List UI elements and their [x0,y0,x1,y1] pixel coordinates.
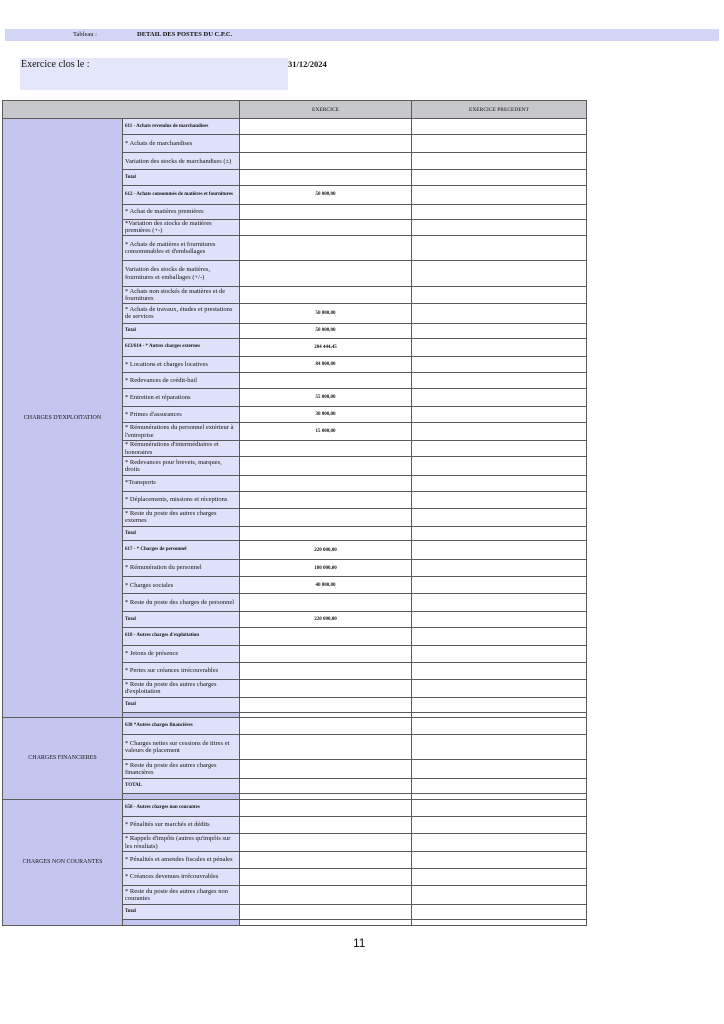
table-row [3,119,587,135]
row-value: 220 000,00 [240,612,412,627]
row-label: * Charges sociales [123,577,240,594]
row-label: Variation des stocks de matières, fournitures et emballages (+/-) [123,261,240,287]
row-previous-value [412,204,587,219]
row-previous-value [412,185,587,204]
row-previous-value [412,475,587,491]
row-value [240,457,412,475]
table-label: Tableau : [73,31,97,38]
row-previous-value [412,372,587,388]
row-previous-value [412,816,587,833]
table-row [3,799,587,816]
row-value [240,287,412,304]
table-title-bar [5,29,719,41]
row-value: 40 000,00 [240,577,412,594]
row-value [240,679,412,697]
row-previous-value [412,457,587,475]
row-label: * Déplacements, missions et réceptions [123,491,240,508]
row-label: * Achats non stockés de matières et de fournitures [123,287,240,304]
section-charges-exploitation: CHARGES D'EXPLOITATION [3,119,123,718]
row-label: 612 - Achats consommés de matières et fournitures [123,185,240,204]
row-label: Total [123,170,240,185]
row-previous-value [412,594,587,612]
row-label: Total [123,698,240,713]
row-value [240,919,412,925]
row-previous-value [412,560,587,577]
row-label: * Créances devenues irrécouvrables [123,869,240,886]
row-label: * Reste du poste des autres charges d'exploitation [123,679,240,697]
row-previous-value [412,323,587,338]
row-label: * Rémunérations du personnel extérieur à l'entreprise [123,423,240,441]
row-previous-value [412,119,587,135]
row-value [240,645,412,662]
row-value [240,170,412,185]
row-previous-value [412,698,587,713]
exercise-date: 31/12/2024 [288,59,327,69]
row-value [240,718,412,735]
row-label: * Reste du poste des autres charges financières [123,760,240,778]
row-previous-value [412,261,587,287]
row-label: * Rappels d'impôts (autres qu'impôts sur les résultats) [123,833,240,851]
exercise-label: Exercice clos le : [21,59,90,70]
row-label: * Rémunérations d'intermédiaires et honoraires [123,441,240,457]
column-header-exercice-precedent: EXERCICE PRECEDENT [412,101,587,119]
row-previous-value [412,508,587,526]
row-previous-value [412,304,587,323]
row-previous-value [412,135,587,153]
row-label: * Reste du poste des autres charges externes [123,508,240,526]
row-label: *Variation des stocks de matières premières (+-) [123,219,240,235]
row-label: 617 - * Charges de personnel [123,541,240,560]
row-value [240,235,412,260]
row-value [240,852,412,869]
row-label: Total [123,612,240,627]
row-previous-value [412,662,587,679]
row-label: * Entretien et réparations [123,388,240,406]
row-value [240,153,412,170]
row-label: * Pertes sur créances irrécouvrables [123,662,240,679]
row-value [240,778,412,793]
row-label: TOTAL [123,778,240,793]
row-value: 50 000,00 [240,323,412,338]
row-previous-value [412,919,587,925]
row-value [240,119,412,135]
row-label: Total [123,526,240,540]
table-title: DETAIL DES POSTES DU C.P.C. [137,31,233,38]
row-value [240,219,412,235]
row-previous-value [412,423,587,441]
row-label: *Transports [123,475,240,491]
row-value [240,662,412,679]
table-header-row [3,101,587,119]
row-value [240,261,412,287]
row-label: * Pénalités sur marchés et dédits [123,816,240,833]
row-value [240,833,412,851]
row-previous-value [412,356,587,372]
row-value [240,869,412,886]
row-previous-value [412,441,587,457]
row-value [240,526,412,540]
row-previous-value [412,799,587,816]
row-value [240,627,412,645]
page-number: 11 [353,936,366,950]
row-value: 55 000,00 [240,388,412,406]
row-label: Total [123,905,240,919]
row-previous-value [412,541,587,560]
row-previous-value [412,388,587,406]
row-label: Total [123,323,240,338]
row-previous-value [412,577,587,594]
row-previous-value [412,852,587,869]
column-header-exercice: EXERCICE [240,101,412,119]
row-value [240,735,412,760]
row-value [240,698,412,713]
row-label: * Jetons de présence [123,645,240,662]
row-value: 30 000,00 [240,407,412,423]
row-label: * Achats de matières et fournitures consommables et d'emballages [123,235,240,260]
row-previous-value [412,778,587,793]
section-charges-financieres: CHARGES FINANCIERES [3,718,123,800]
row-previous-value [412,153,587,170]
table-row [3,718,587,735]
row-value: 15 000,00 [240,423,412,441]
row-value [240,886,412,905]
cpc-detail-table [2,100,587,926]
row-label: 658 - Autres charges non courantes [123,799,240,816]
row-previous-value [412,735,587,760]
row-label: * Redevances de crédit-bail [123,372,240,388]
row-label: 611 - Achats revendus de marchandises [123,119,240,135]
row-previous-value [412,645,587,662]
row-previous-value [412,491,587,508]
row-value [240,594,412,612]
row-value: 84 000,00 [240,356,412,372]
row-value [240,816,412,833]
row-label: * Locations et charges locatives [123,356,240,372]
row-label: * Achat de matières premières [123,204,240,219]
row-previous-value [412,679,587,697]
row-label: Variation des stocks de marchandises (±) [123,153,240,170]
row-previous-value [412,833,587,851]
row-previous-value [412,612,587,627]
row-label: * Charges nettes sur cessions de titres et valeurs de placement [123,735,240,760]
row-value [240,475,412,491]
row-previous-value [412,627,587,645]
row-label [123,919,240,925]
row-value [240,491,412,508]
row-previous-value [412,338,587,356]
row-previous-value [412,905,587,919]
row-label: * Reste du poste des autres charges non courantes [123,886,240,905]
row-value: 50 000,00 [240,304,412,323]
row-previous-value [412,170,587,185]
row-value [240,441,412,457]
row-label: * Pénalités et amendes fiscales et pénales [123,852,240,869]
row-value [240,135,412,153]
row-previous-value [412,287,587,304]
row-previous-value [412,526,587,540]
row-value [240,905,412,919]
row-label: 638 *Autres charges financières [123,718,240,735]
row-value [240,372,412,388]
row-value [240,204,412,219]
row-value: 180 000,00 [240,560,412,577]
row-value [240,508,412,526]
header-blank-cell [3,101,240,119]
row-value: 220 000,00 [240,541,412,560]
row-previous-value [412,407,587,423]
row-label: * Achats de marchandises [123,135,240,153]
row-previous-value [412,869,587,886]
row-previous-value [412,219,587,235]
row-previous-value [412,760,587,778]
row-label: 618 - Autres charges d'exploitation [123,627,240,645]
row-value: 204 444,45 [240,338,412,356]
row-previous-value [412,718,587,735]
row-value: 50 000,00 [240,185,412,204]
row-value [240,799,412,816]
row-label: * Rémunération du personnel [123,560,240,577]
row-label: * Primes d'assurances [123,407,240,423]
row-label: * Redevances pour brevets, marques, droits [123,457,240,475]
row-previous-value [412,886,587,905]
row-label: 613/614 - * Autres charges externes [123,338,240,356]
exercise-label-box [20,58,288,90]
row-label: * Achats de travaux, études et prestations de services [123,304,240,323]
row-value [240,760,412,778]
section-charges-non-courantes: CHARGES NON COURANTES [3,799,123,925]
row-label: * Reste du poste des charges de personnel [123,594,240,612]
row-previous-value [412,235,587,260]
